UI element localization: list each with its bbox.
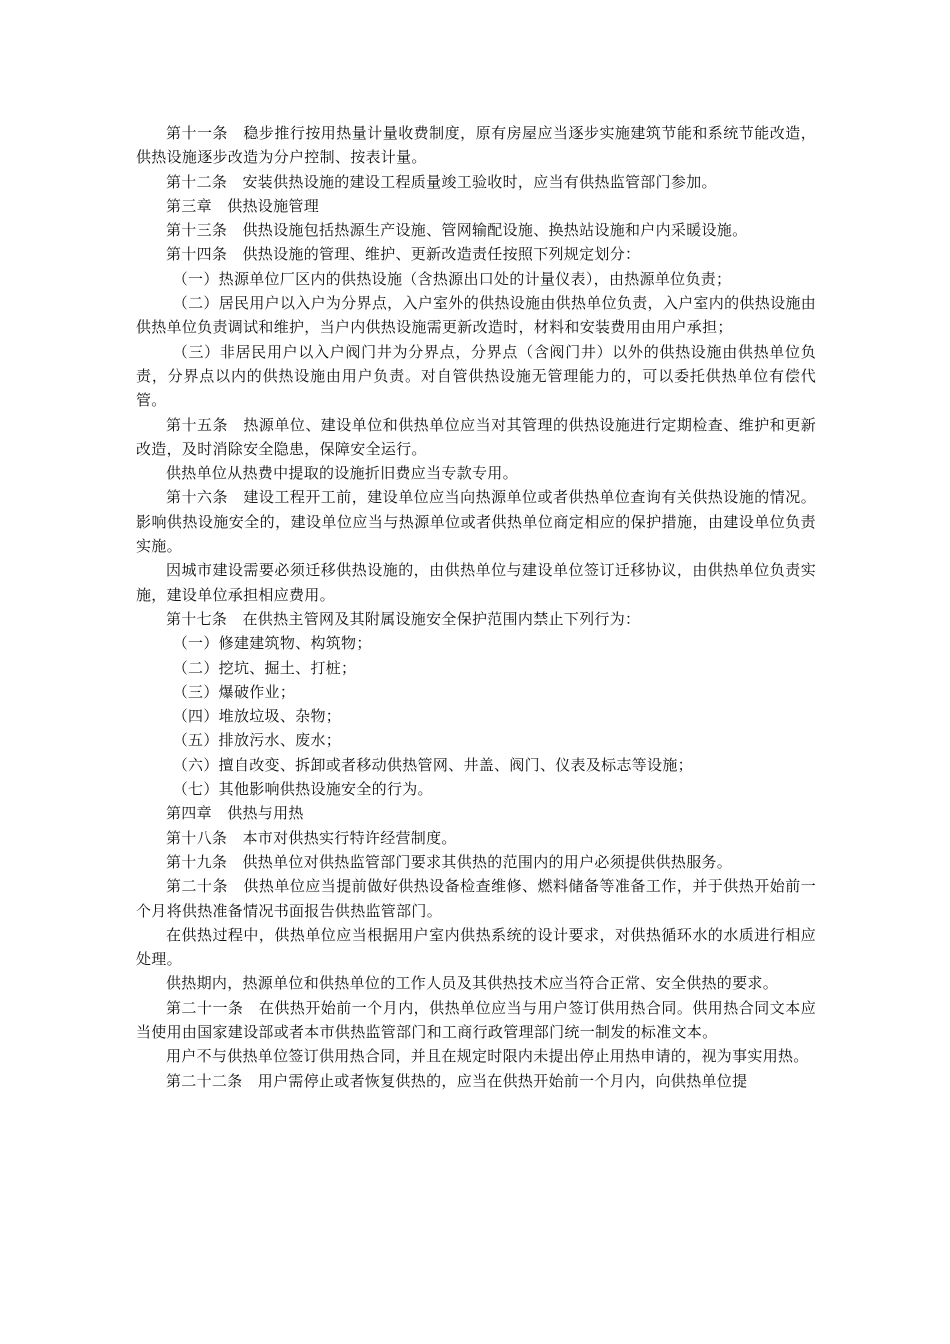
chapter-3-heading: 第三章 供热设施管理 [166,196,320,215]
article-17-item-5: （五）排放污水、废水； [172,731,342,750]
article-17-item-7: （七）其他影响供热设施安全的行为。 [172,780,433,799]
article-12-paragraph: 第十二条 安装供热设施的建设工程质量竣工验收时，应当有供热监管部门参加。 [166,172,717,191]
article-15-note-paragraph: 供热单位从热费中提取的设施折旧费应当专款专用。 [166,464,518,483]
article-17-item-3: （三）爆破作业； [172,682,296,701]
article-15-paragraph: 第十五条 热源单位、建设单位和供热单位应当对其管理的供热设施进行定期检查、维护和更新改造，及时消除安全隐患，保障安全运行。 [136,415,816,458]
article-14-item-1: （一）热源单位厂区内的供热设施（含热源出口处的计量仪表），由热源单位负责； [172,269,732,288]
article-16-note-paragraph: 因城市建设需要必须迁移供热设施的，由供热单位与建设单位签订迁移协议，由供热单位负责实施，建设单位承担相应费用。 [136,561,816,604]
article-14-item-3: （三）非居民用户以入户阀门井为分界点，分界点（含阀门井）以外的供热设施由供热单位负责，分界点以内的供热设施由用户负责。对自管供热设施无管理能力的，可以委托供热单位有偿代管。 [136,342,816,410]
article-22-paragraph: 第二十二条 用户需停止或者恢复供热的，应当在供热开始前一个月内，向供热单位提 [166,1071,748,1090]
article-18-paragraph: 第十八条 本市对供热实行特许经营制度。 [166,828,457,847]
article-17-paragraph: 第十七条 在供热主管网及其附属设施安全保护范围内禁止下列行为： [166,609,641,628]
article-20-paragraph: 第二十条 供热单位应当提前做好供热设备检查维修、燃料储备等准备工作，并于供热开始前一个月将供热准备情况书面报告供热监管部门。 [136,877,816,920]
article-13-paragraph: 第十三条 供热设施包括热源生产设施、管网输配设施、换热站设施和户内采暖设施。 [166,221,748,240]
chapter-4-heading: 第四章 供热与用热 [166,804,304,823]
article-17-item-2: （二）挖坑、掘土、打桩； [172,658,357,677]
article-20-note-1-paragraph: 在供热过程中，供热单位应当根据用户室内供热系统的设计要求，对供热循环水的水质进行相应处理。 [136,925,816,969]
article-19-paragraph: 第十九条 供热单位对供热监管部门要求其供热的范围内的用户必须提供供热服务。 [166,852,733,871]
article-21-note-paragraph: 用户不与供热单位签订供用热合同，并且在规定时限内未提出停止用热申请的，视为事实用热。 [166,1047,809,1066]
document-body [136,121,816,1093]
article-17-item-1: （一）修建建筑物、构筑物； [172,634,372,653]
article-11-paragraph: 第十一条 稳步推行按用热量计量收费制度，原有房屋应当逐步实施建筑节能和系统节能改造，供热设施逐步改造为分户控制、按表计量。 [136,124,816,167]
article-17-item-6: （六）擅自改变、拆卸或者移动供热管网、井盖、阀门、仪表及标志等设施； [172,755,693,774]
article-21-paragraph: 第二十一条 在供热开始前一个月内，供热单位应当与用户签订供用热合同。供用热合同文本应当使用由国家建设部或者本市供热监管部门和工商行政管理部门统一制发的标准文本。 [136,998,816,1041]
article-14-item-2: （二）居民用户以入户为分界点，入户室外的供热设施由供热单位负责，入户室内的供热设施由供热单位负责调试和维护，当户内供热设施需更新改造时，材料和安装费用由用户承担； [136,294,816,337]
article-17-item-4: （四）堆放垃圾、杂物； [172,707,342,726]
article-16-paragraph: 第十六条 建设工程开工前，建设单位应当向热源单位或者供热单位查询有关供热设施的情况。影响供热设施安全的，建设单位应当与热源单位或者供热单位商定相应的保护措施，由建设单位负责实施。 [136,488,816,556]
article-20-note-2-paragraph: 供热期内，热源单位和供热单位的工作人员及其供热技术应当符合正常、安全供热的要求。 [166,974,779,993]
article-14-paragraph: 第十四条 供热设施的管理、维护、更新改造责任按照下列规定划分： [166,245,641,264]
